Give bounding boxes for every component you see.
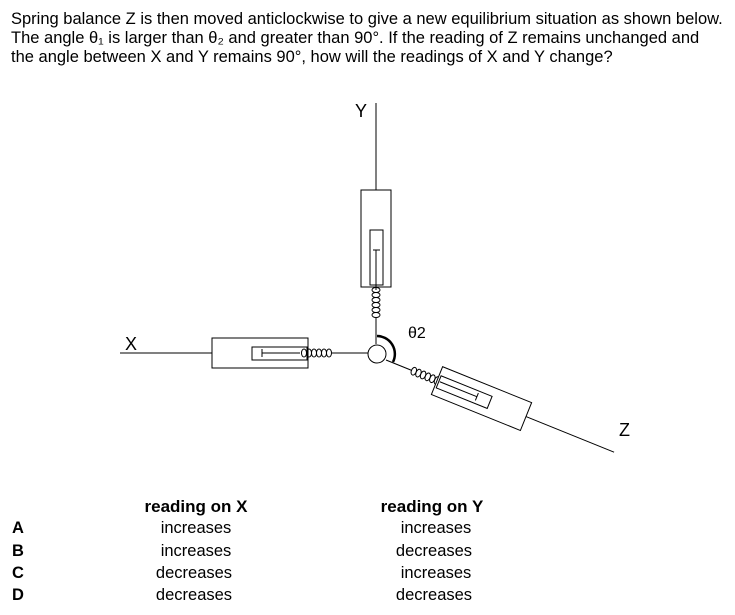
option-d-letter: D bbox=[12, 586, 24, 604]
option-d-y: decreases bbox=[395, 586, 473, 604]
z-string bbox=[526, 417, 614, 453]
option-c-letter: C bbox=[12, 564, 24, 582]
label-x: X bbox=[125, 334, 138, 354]
option-a-letter: A bbox=[12, 519, 24, 537]
col-header-reading-x: reading on X bbox=[144, 497, 248, 516]
z-link bbox=[386, 360, 412, 370]
option-b-x: increases bbox=[160, 542, 232, 560]
option-a-y: increases bbox=[400, 519, 472, 537]
option-c-x: decreases bbox=[155, 564, 233, 582]
central-ring bbox=[368, 345, 386, 363]
option-c-y: increases bbox=[400, 564, 472, 582]
label-y: Y bbox=[355, 101, 368, 121]
x-spring bbox=[302, 349, 370, 357]
angle-theta2-label: θ2 bbox=[408, 325, 426, 342]
option-a-x: increases bbox=[160, 519, 232, 537]
label-z: Z bbox=[619, 420, 630, 440]
col-header-reading-y: reading on Y bbox=[380, 497, 484, 516]
question-text: Spring balance Z is then moved anticlockwise to give a new equilibrium situation as shown below. The angle θ₁ is larger than θ₂ and greater than 90°. If the reading of Z remains unchanged and the angle between X and Y remains 90°, how will the readings of X and Y change? bbox=[11, 10, 723, 66]
option-b-y: decreases bbox=[395, 542, 473, 560]
z-balance-group bbox=[380, 346, 619, 466]
option-b-letter: B bbox=[12, 542, 24, 560]
option-d-x: decreases bbox=[155, 586, 233, 604]
